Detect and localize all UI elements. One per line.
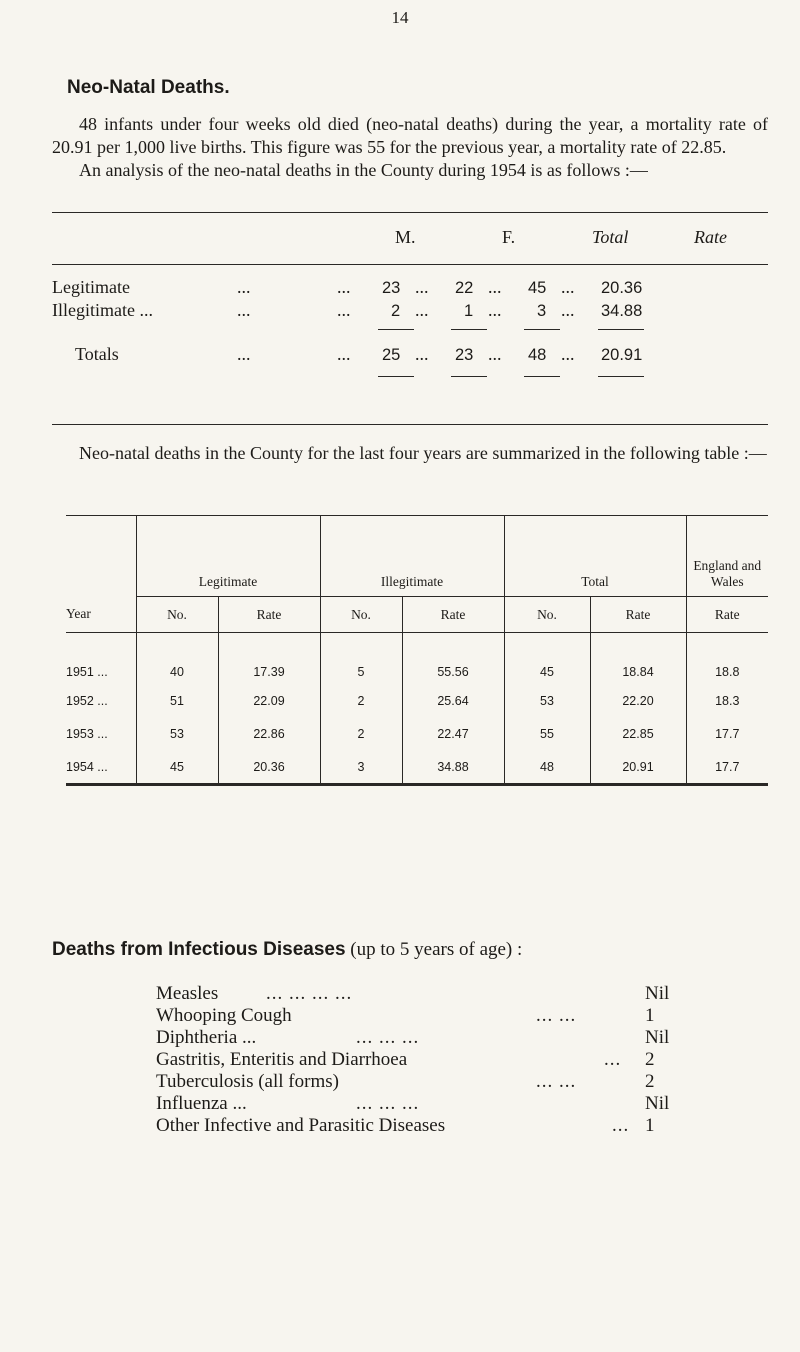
total-rule bbox=[451, 376, 487, 377]
summary-header-rate: Rate bbox=[694, 227, 727, 247]
table-row bbox=[66, 633, 768, 685]
table-cell: 34.88 bbox=[402, 750, 504, 785]
leader-dots: ... ... bbox=[536, 1005, 577, 1026]
leader-dots: ... bbox=[415, 344, 429, 364]
infectious-list bbox=[156, 983, 676, 1137]
subtotal-rule bbox=[451, 329, 487, 330]
table-cell: 48 bbox=[504, 750, 590, 785]
subheader-rate: Rate bbox=[686, 597, 768, 633]
table-cell: 40 bbox=[136, 633, 218, 685]
disease-name: Whooping Cough bbox=[156, 1005, 292, 1026]
subtotal-rule bbox=[524, 329, 560, 330]
summary-cell: 2 bbox=[391, 302, 401, 320]
table-cell: 45 bbox=[504, 633, 590, 685]
leader-dots: ... bbox=[612, 1115, 630, 1136]
table-cell: 17.7 bbox=[686, 750, 768, 785]
subheader-rate: Rate bbox=[590, 597, 686, 633]
table-cell: 20.36 bbox=[218, 750, 320, 785]
summary-cell: 3 bbox=[537, 302, 547, 320]
total-rule bbox=[598, 376, 644, 377]
table-cell: 18.8 bbox=[686, 633, 768, 685]
summary-cell: 23 bbox=[382, 279, 401, 297]
four-year-table bbox=[66, 515, 768, 786]
analysis-paragraph: An analysis of the neo-natal deaths in the County during 1954 is as follows :— bbox=[79, 160, 648, 180]
table-cell: 3 bbox=[320, 750, 402, 785]
table-cell: 22.20 bbox=[590, 684, 686, 717]
disease-name: Influenza ... bbox=[156, 1093, 247, 1114]
table-cell: 22.86 bbox=[218, 717, 320, 750]
year-cell: 1954 ... bbox=[66, 759, 108, 774]
leader-dots: ... ... ... bbox=[356, 1027, 420, 1048]
leader-dots: ... bbox=[488, 300, 502, 320]
table-cell: 51 bbox=[136, 684, 218, 717]
leader-dots: ... bbox=[488, 344, 502, 364]
intro-paragraph: 48 infants under four weeks old died (neo-natal deaths) during the year, a mortality rate of 20.91 per 1,000 live births. This figure was 55 for the previous year, a mortality rate of 22.85. bbox=[52, 114, 768, 157]
table-cell: 17.7 bbox=[686, 717, 768, 750]
summary-cell: 48 bbox=[528, 346, 547, 364]
table-cell: 55 bbox=[504, 717, 590, 750]
table-cell: 22.85 bbox=[590, 717, 686, 750]
list-item bbox=[156, 1005, 676, 1027]
years-paragraph: Neo-natal deaths in the County for the last four years are summarized in the following table :— bbox=[79, 443, 767, 463]
section-heading: Neo-Natal Deaths. bbox=[67, 77, 230, 98]
table-cell: 25.64 bbox=[402, 684, 504, 717]
leader-dots: ... bbox=[604, 1049, 622, 1070]
leader-dots: ... bbox=[561, 300, 575, 320]
year-cell: 1951 ... bbox=[66, 633, 136, 685]
subtotal-rule bbox=[378, 329, 414, 330]
table-cell: 18.84 bbox=[590, 633, 686, 685]
table-cell: 2 bbox=[320, 717, 402, 750]
leader-dots: ... ... ... ... bbox=[266, 983, 353, 1004]
table-cell: 53 bbox=[504, 684, 590, 717]
leader-dots: ... bbox=[337, 344, 351, 364]
list-item bbox=[156, 1071, 676, 1093]
leader-dots: ... bbox=[337, 300, 351, 320]
table-row bbox=[66, 684, 768, 717]
table-cell: 22.09 bbox=[218, 684, 320, 717]
summary-cell: 1 bbox=[464, 302, 474, 320]
disease-name: Measles bbox=[156, 983, 219, 1004]
infectious-heading-rest: (up to 5 years of age) : bbox=[350, 939, 523, 960]
leader-dots: ... bbox=[237, 300, 251, 320]
list-item bbox=[156, 983, 676, 1005]
total-rule bbox=[378, 376, 414, 377]
year-cell: 1953 ... bbox=[66, 726, 108, 741]
subheader-rate: Rate bbox=[218, 597, 320, 633]
year-label: Year bbox=[66, 606, 91, 622]
table-row bbox=[66, 717, 768, 750]
table-cell: 55.56 bbox=[402, 633, 504, 685]
list-item bbox=[156, 1093, 676, 1115]
illegitimate-header: Illegitimate bbox=[320, 516, 504, 597]
disease-count: 1 bbox=[645, 1115, 655, 1136]
summary-cell: 20.36 bbox=[601, 279, 643, 297]
table-cell: 22.47 bbox=[402, 717, 504, 750]
disease-count: Nil bbox=[645, 1093, 670, 1114]
summary-header-m: M. bbox=[395, 227, 416, 247]
year-header bbox=[66, 516, 136, 597]
summary-cell: 22 bbox=[455, 279, 474, 297]
summary-cell: 25 bbox=[382, 346, 401, 364]
leader-dots: ... bbox=[488, 277, 502, 297]
list-item bbox=[156, 1115, 676, 1137]
table-cell: 20.91 bbox=[590, 750, 686, 785]
leader-dots: ... bbox=[561, 344, 575, 364]
leader-dots: ... ... ... bbox=[356, 1093, 420, 1114]
leader-dots: ... bbox=[561, 277, 575, 297]
table-cell: 18.3 bbox=[686, 684, 768, 717]
disease-name: Other Infective and Parasitic Diseases bbox=[156, 1115, 446, 1136]
table-cell: 53 bbox=[136, 717, 218, 750]
leader-dots: ... ... bbox=[536, 1071, 577, 1092]
infectious-heading bbox=[52, 939, 522, 961]
subheader-rate: Rate bbox=[402, 597, 504, 633]
leader-dots: ... bbox=[237, 277, 251, 297]
table-cell: 17.39 bbox=[218, 633, 320, 685]
summary-cell: 23 bbox=[455, 346, 474, 364]
table-cell: 5 bbox=[320, 633, 402, 685]
disease-count: Nil bbox=[645, 983, 670, 1004]
list-item bbox=[156, 1049, 676, 1071]
page-number: 14 bbox=[391, 8, 409, 27]
subheader-no: No. bbox=[320, 597, 402, 633]
table-cell: 2 bbox=[320, 684, 402, 717]
summary-header-rule bbox=[52, 264, 768, 265]
summary-row-label: Legitimate bbox=[52, 277, 130, 297]
legitimate-header: Legitimate bbox=[136, 516, 320, 597]
disease-count: 2 bbox=[645, 1049, 655, 1070]
infectious-heading-bold: Deaths from Infectious Diseases bbox=[52, 939, 346, 960]
summary-header-total: Total bbox=[592, 227, 629, 247]
disease-name: Tuberculosis (all forms) bbox=[156, 1071, 339, 1092]
summary-row-label: Totals bbox=[75, 344, 119, 364]
subtotal-rule bbox=[598, 329, 644, 330]
subheader-no: No. bbox=[136, 597, 218, 633]
summary-cell: 45 bbox=[528, 279, 547, 297]
list-item bbox=[156, 1027, 676, 1049]
england-wales-header: England and Wales bbox=[686, 516, 768, 597]
disease-count: 2 bbox=[645, 1071, 655, 1092]
table-cell: 45 bbox=[136, 750, 218, 785]
summary-row-label: Illegitimate ... bbox=[52, 300, 153, 320]
summary-bottom-rule bbox=[52, 424, 768, 425]
total-rule bbox=[524, 376, 560, 377]
year-cell: 1952 ... bbox=[66, 693, 108, 708]
summary-cell: 20.91 bbox=[601, 346, 643, 364]
total-header: Total bbox=[504, 516, 686, 597]
summary-header-f: F. bbox=[502, 227, 516, 247]
table-row bbox=[66, 750, 768, 785]
leader-dots: ... bbox=[415, 300, 429, 320]
leader-dots: ... bbox=[237, 344, 251, 364]
disease-name: Diphtheria ... bbox=[156, 1027, 257, 1048]
summary-top-rule bbox=[52, 212, 768, 213]
disease-count: 1 bbox=[645, 1005, 655, 1026]
leader-dots: ... bbox=[337, 277, 351, 297]
leader-dots: ... bbox=[415, 277, 429, 297]
disease-name: Gastritis, Enteritis and Diarrhoea bbox=[156, 1049, 408, 1070]
disease-count: Nil bbox=[645, 1027, 670, 1048]
subheader-no: No. bbox=[504, 597, 590, 633]
summary-cell: 34.88 bbox=[601, 302, 643, 320]
